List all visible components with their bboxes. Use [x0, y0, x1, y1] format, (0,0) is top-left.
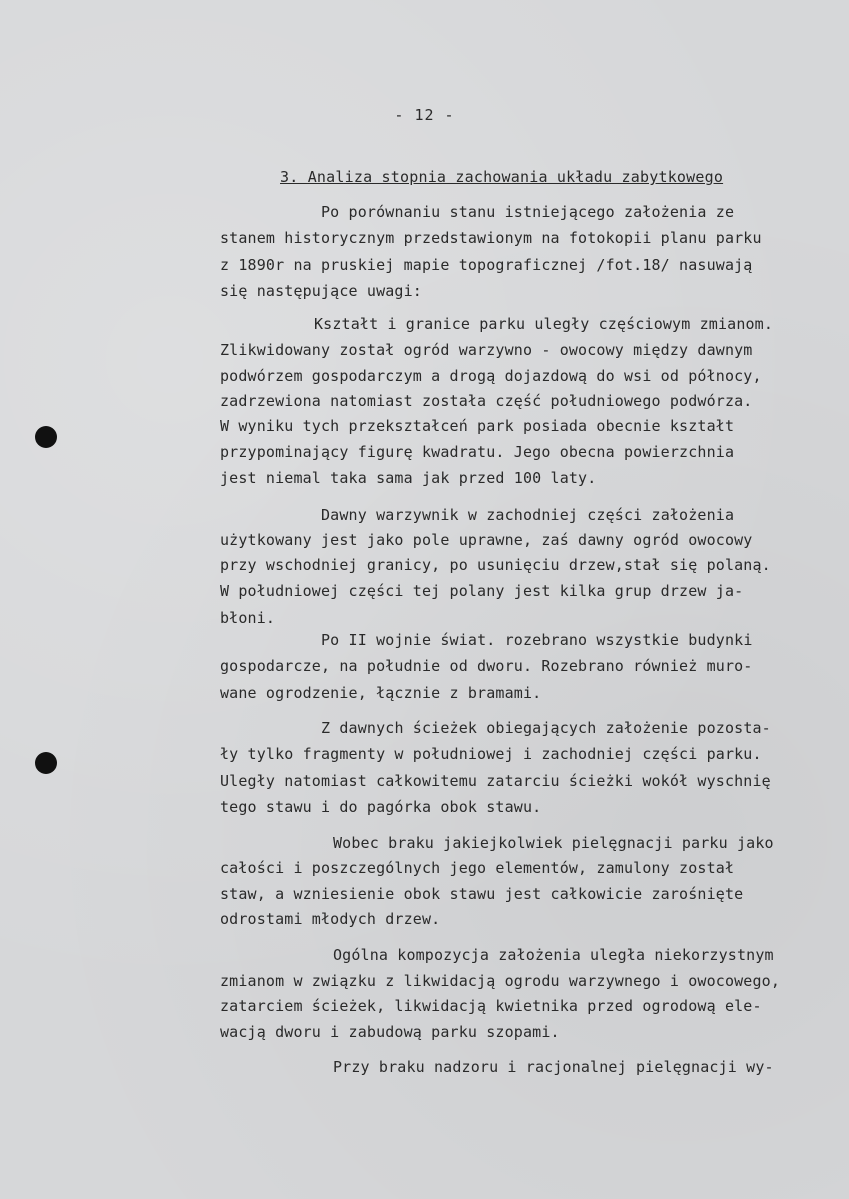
- section-heading: 3. Analiza stopnia zachowania układu zabytkowego: [280, 168, 724, 186]
- text-line: przy wschodniej granicy, po usunięciu drzew,stał się polaną.: [220, 556, 771, 574]
- text-line: wacją dworu i zabudową parku szopami.: [220, 1023, 560, 1041]
- text-line: Uległy natomiast całkowitemu zatarciu ścieżki wokół wyschnię: [220, 772, 771, 790]
- text-line: przypominający figurę kwadratu. Jego obecna powierzchnia: [220, 443, 735, 461]
- text-line: Wobec braku jakiejkolwiek pielęgnacji parku jako: [333, 834, 774, 852]
- text-line: gospodarcze, na południe od dworu. Rozebrano również muro-: [220, 657, 753, 675]
- text-line: podwórzem gospodarczym a drogą dojazdową do wsi od północy,: [220, 367, 762, 385]
- text-line: jest niemal taka sama jak przed 100 laty.: [220, 469, 597, 487]
- text-line: odrostami młodych drzew.: [220, 910, 441, 928]
- text-line: wane ogrodzenie, łącznie z bramami.: [220, 684, 542, 702]
- text-line: Zlikwidowany został ogród warzywno - owocowy między dawnym: [220, 341, 753, 359]
- text-line: Z dawnych ścieżek obiegających założenie pozosta-: [321, 719, 771, 737]
- text-line: Przy braku nadzoru i racjonalnej pielęgnacji wy-: [333, 1058, 774, 1076]
- text-line: Ogólna kompozycja założenia uległa niekorzystnym: [333, 946, 774, 964]
- punch-hole: [35, 752, 57, 774]
- text-line: Po porównaniu stanu istniejącego założenia ze: [321, 203, 735, 221]
- text-line: zatarciem ścieżek, likwidacją kwietnika przed ogrodową ele-: [220, 997, 762, 1015]
- text-line: zmianom w związku z likwidacją ogrodu warzywnego i owocowego,: [220, 972, 781, 990]
- text-line: stanem historycznym przedstawionym na fotokopii planu parku: [220, 229, 762, 247]
- text-line: staw, a wzniesienie obok stawu jest całkowicie zarośnięte: [220, 885, 744, 903]
- text-line: z 1890r na pruskiej mapie topograficznej /fot.18/ nasuwają: [220, 256, 753, 274]
- text-line: ły tylko fragmenty w południowej i zachodniej części parku.: [220, 745, 762, 763]
- text-line: użytkowany jest jako pole uprawne, zaś dawny ogród owocowy: [220, 531, 753, 549]
- text-line: całości i poszczególnych jego elementów, zamulony został: [220, 859, 735, 877]
- text-line: Po II wojnie świat. rozebrano wszystkie budynki: [321, 631, 753, 649]
- page-number: - 12 -: [394, 106, 455, 124]
- text-line: tego stawu i do pagórka obok stawu.: [220, 798, 542, 816]
- text-line: W południowej części tej polany jest kilka grup drzew ja-: [220, 582, 744, 600]
- text-line: Kształt i granice parku uległy częściowym zmianom.: [314, 315, 774, 333]
- text-line: Dawny warzywnik w zachodniej części założenia: [321, 506, 735, 524]
- text-line: W wyniku tych przekształceń park posiada obecnie kształt: [220, 417, 735, 435]
- text-line: błoni.: [220, 609, 276, 627]
- text-line: się następujące uwagi:: [220, 282, 422, 300]
- text-line: zadrzewiona natomiast została część południowego podwórza.: [220, 392, 753, 410]
- punch-hole: [35, 426, 57, 448]
